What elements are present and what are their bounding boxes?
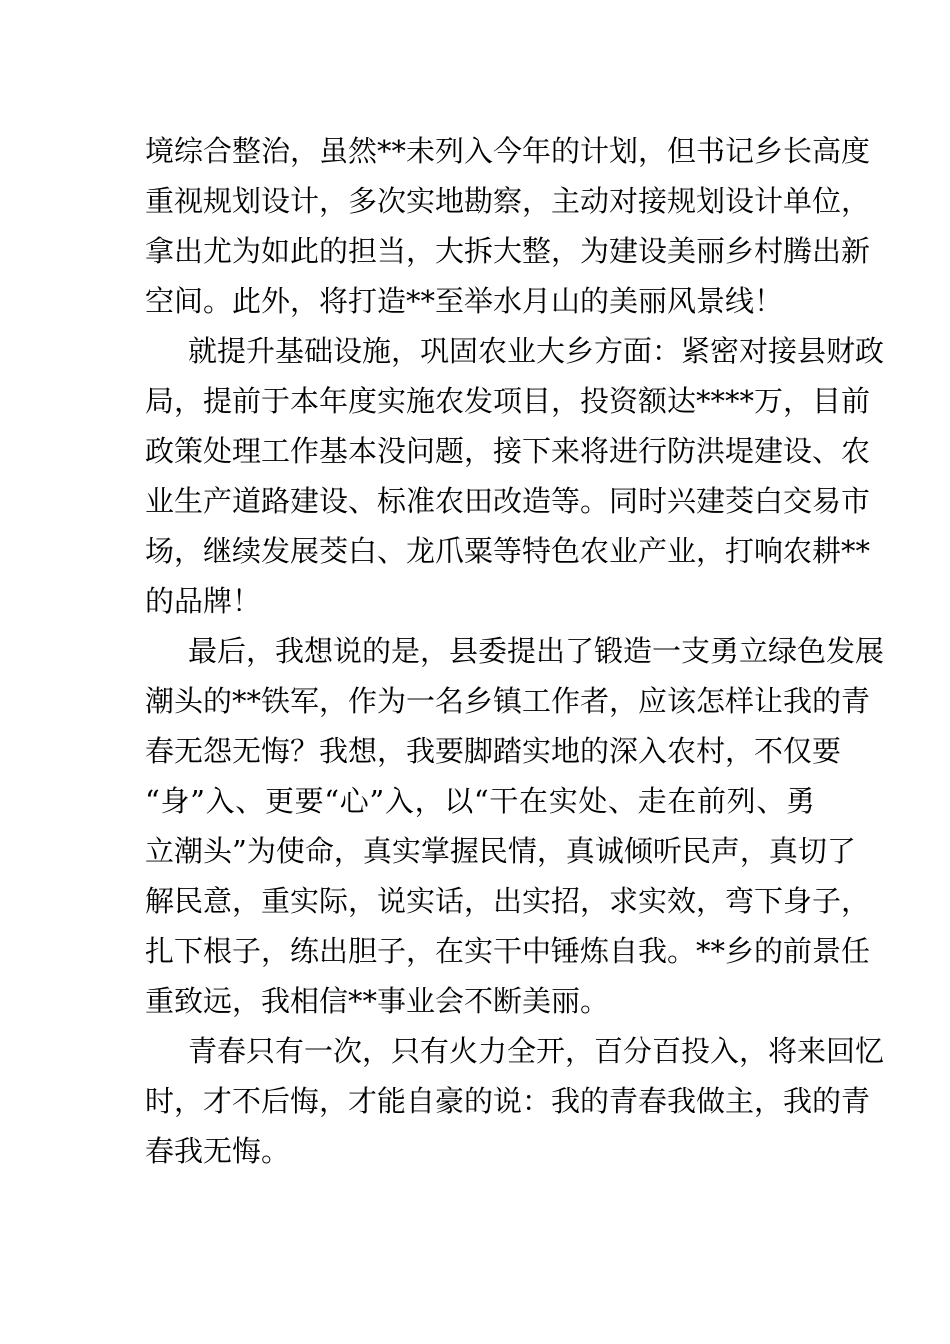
paragraph-line: 青春只有一次，只有火力全开，百分百投入，将来回忆 [188,1034,885,1068]
paragraph-1 [145,126,871,326]
paragraph-line: 最后，我想说的是，县委提出了锻造一支勇立绿色发展 [188,634,885,668]
paragraph-line: 空间。此外，将打造**至举水月山的美丽风景线！ [145,284,784,318]
paragraph-line: 的品牌！ [145,584,262,618]
paragraph-line: 潮头的**铁军，作为一名乡镇工作者，应该怎样让我的青 [145,684,871,718]
paragraph-line: 政策处理工作基本没问题，接下来将进行防洪堤建设、农 [145,434,871,468]
paragraph-line: 春无怨无悔？我想，我要脚踏实地的深入农村，不仅要 [145,734,842,768]
paragraph-line: 业生产道路建设、标准农田改造等。同时兴建茭白交易市 [145,484,871,518]
paragraph-4 [145,1026,885,1176]
paragraph-line: 场，继续发展茭白、龙爪粟等特色农业产业，打响农耕** [145,534,871,568]
paragraph-line: 就提升基础设施，巩固农业大乡方面：紧密对接县财政 [188,334,885,368]
paragraph-line: 境综合整治，虽然**未列入今年的计划，但书记乡长高度 [145,134,871,168]
paragraph-2 [145,326,885,626]
paragraph-line: “身”入、更要“心”入，以“干在实处、走在前列、勇 [145,784,815,818]
paragraph-3 [145,626,885,1026]
paragraph-line: 扎下根子，练出胆子，在实干中锤炼自我。**乡的前景任 [145,934,871,968]
paragraph-line: 春我无悔。 [145,1134,291,1168]
paragraph-line: 拿出尤为如此的担当，大拆大整，为建设美丽乡村腾出新 [145,234,871,268]
paragraph-line: 重致远，我相信**事业会不断美丽。 [145,984,610,1018]
paragraph-line: 重视规划设计，多次实地勘察，主动对接规划设计单位， [145,184,871,218]
paragraph-line: 解民意，重实际，说实话，出实招，求实效，弯下身子， [145,884,871,918]
paragraph-line: 时，才不后悔，才能自豪的说：我的青春我做主，我的青 [145,1084,871,1118]
paragraph-line: 立潮头”为使命，真实掌握民情，真诚倾听民声，真切了 [145,834,856,868]
body-text [145,126,885,1176]
paragraph-line: 局，提前于本年度实施农发项目，投资额达****万，目前 [145,384,871,418]
